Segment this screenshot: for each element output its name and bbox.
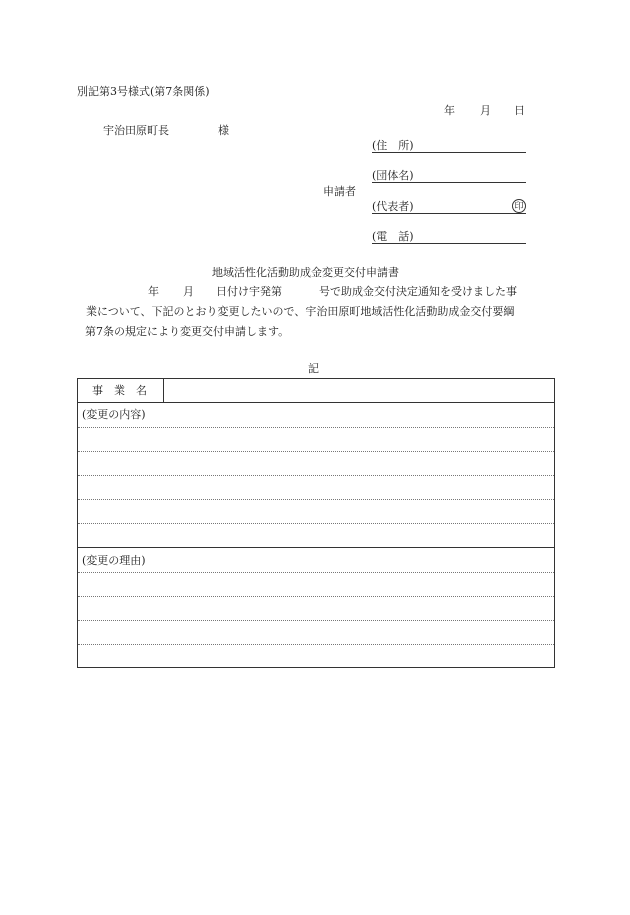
recipient-name: 宇治田原町長 (103, 124, 169, 137)
dotted-line (78, 572, 554, 573)
applicant-representative-label: (代表者) (372, 200, 414, 213)
body-text (86, 282, 556, 342)
applicant-label: 申請者 (323, 185, 356, 198)
body-line-2: 業について、下記のとおり変更したいので、宇治田原町地域活性化活動助成金交付要綱 (86, 305, 515, 318)
dotted-line (78, 620, 554, 621)
body-day-ref: 日付け宇発第 (216, 285, 282, 298)
dotted-line (78, 596, 554, 597)
dotted-line (78, 644, 554, 645)
change-content-area[interactable] (78, 403, 554, 547)
ki-heading: 記 (308, 362, 319, 375)
body-tail: 号で助成金交付決定通知を受けました事 (319, 285, 517, 298)
details-table (77, 378, 555, 668)
applicant-phone-label: (電 話) (372, 230, 414, 243)
date-day: 日 (514, 104, 525, 117)
body-year: 年 (148, 285, 159, 298)
body-line-1 (86, 282, 556, 302)
date-month: 月 (480, 104, 491, 117)
project-name-field[interactable] (164, 379, 554, 402)
applicant-group-label: (団体名) (372, 169, 414, 182)
change-reason-area[interactable] (78, 548, 554, 667)
dotted-line (78, 475, 554, 476)
document-title: 地域活性化活動助成金変更交付申請書 (212, 266, 399, 279)
change-reason-label: (変更の理由) (82, 554, 146, 567)
date-year: 年 (444, 104, 455, 117)
project-name-label: 事 業 名 (92, 384, 147, 397)
phone-underline (372, 243, 526, 244)
form-id: 別記第3号様式(第7条関係) (77, 85, 210, 98)
recipient-honorific: 様 (218, 124, 229, 137)
group-underline (372, 182, 526, 183)
dotted-line (78, 499, 554, 500)
dotted-line (78, 451, 554, 452)
seal-icon: 印 (512, 199, 526, 213)
representative-underline (372, 213, 526, 214)
change-content-label: (変更の内容) (82, 408, 146, 421)
body-month: 月 (183, 285, 194, 298)
applicant-address-label: (住 所) (372, 139, 414, 152)
body-line-3: 第7条の規定により変更交付申請します。 (85, 325, 290, 338)
dotted-line (78, 523, 554, 524)
address-underline (372, 152, 526, 153)
dotted-line (78, 427, 554, 428)
